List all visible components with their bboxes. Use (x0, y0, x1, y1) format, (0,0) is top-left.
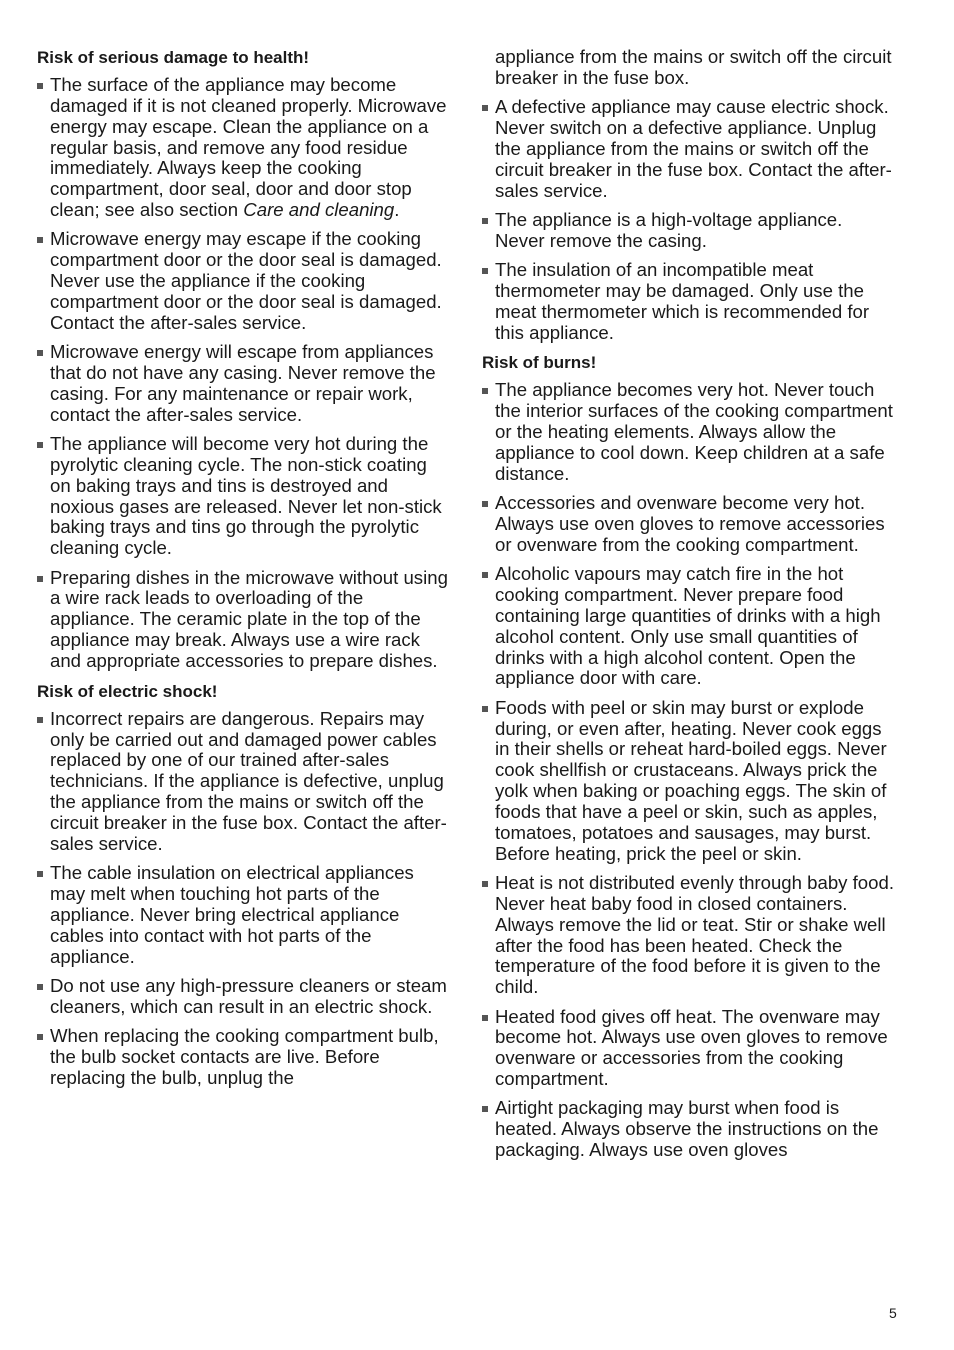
bullet-icon (37, 717, 43, 723)
list-item: Incorrect repairs are dangerous. Repairs may only be carried out and damaged power cables replaced by one of our trained after-sales technicians. If the appliance is defective, unplug the appliance from the mains or switch off the circuit breaker in the fuse box. Contact the after-sales service. (37, 709, 449, 855)
bullet-icon (37, 350, 43, 356)
list-item: Microwave energy will escape from appliances that do not have any casing. Never remove the casing. For any maintenance or repair work, contact the after-sales service. (37, 342, 449, 425)
bullet-icon (482, 388, 488, 394)
left-column (37, 47, 449, 1097)
list-item: The appliance is a high-voltage appliance. Never remove the casing. (482, 210, 895, 252)
list-item: Heat is not distributed evenly through baby food. Never heat baby food in closed containers. Always remove the lid or teat. Stir or shake well after the food has been heated. Check the temperature of the food before it is given to the child. (482, 873, 895, 998)
bullet-icon (482, 268, 488, 274)
list-item: The appliance will become very hot during the pyrolytic cleaning cycle. The non-stick coating on baking trays and tins is destroyed and noxious gases are released. Never let non-stick baking trays and tins go through the pyrolytic cleaning cycle. (37, 434, 449, 559)
bullet-icon (482, 706, 488, 712)
bullet-icon (37, 237, 43, 243)
list-item: Foods with peel or skin may burst or explode during, or even after, heating. Never cook eggs in their shells or reheat hard-boiled eggs. Never cook shellfish or crustaceans. Always prick the yolk when baking or poaching eggs. The skin of foods that have a peel or skin, such as apples, tomatoes, potatoes and sausages, may burst. Before heating, prick the peel or skin. (482, 698, 895, 865)
list-item: The appliance becomes very hot. Never touch the interior surfaces of the cooking compartment or the heating elements. Always allow the appliance to cool down. Keep children at a safe distance. (482, 380, 895, 484)
section-heading-burns: Risk of burns! (482, 353, 597, 373)
list-item: The cable insulation on electrical appliances may melt when touching hot parts of the appliance. Never bring electrical appliance cables into contact with hot parts of the appliance. (37, 863, 449, 967)
bullet-icon (482, 218, 488, 224)
bullet-icon (37, 871, 43, 877)
bullet-icon (37, 1034, 43, 1040)
list-item: The insulation of an incompatible meat thermometer may be damaged. Only use the meat thermometer which is recommended for this appliance. (482, 260, 895, 343)
list-item: Do not use any high-pressure cleaners or steam cleaners, which can result in an electric shock. (37, 976, 449, 1018)
bullet-icon (482, 105, 488, 111)
bullet-icon (37, 576, 43, 582)
bullet-icon (482, 501, 488, 507)
list-item-continuation: appliance from the mains or switch off the circuit breaker in the fuse box. (495, 46, 892, 88)
section-heading-health: Risk of serious damage to health! (37, 48, 310, 67)
bullet-icon (37, 442, 43, 448)
bullet-icon (482, 1106, 488, 1112)
bullet-icon (482, 572, 488, 578)
bullet-icon (37, 984, 43, 990)
list-item: Heated food gives off heat. The ovenware may become hot. Always use oven gloves to remove ovenware or accessories from the cooking compartment. (482, 1007, 895, 1090)
page-number: 5 (889, 1305, 897, 1321)
list-item: Preparing dishes in the microwave without using a wire rack leads to overloading of the appliance. The ceramic plate in the top of the appliance may break. Always use a wire rack and appropriate accessories to prepare dishes. (37, 568, 449, 672)
right-column (482, 47, 895, 1170)
bullet-icon (482, 1015, 488, 1021)
bullet-icon (37, 83, 43, 89)
list-item: A defective appliance may cause electric shock. Never switch on a defective appliance. Unplug the appliance from the mains or switch off the circuit breaker in the fuse box. Contact the after-sales service. (482, 97, 895, 201)
list-item: Airtight packaging may burst when food is heated. Always observe the instructions on the packaging. Always use oven gloves (482, 1098, 895, 1161)
list-item: When replacing the cooking compartment bulb, the bulb socket contacts are live. Before replacing the bulb, unplug the (37, 1026, 449, 1089)
list-item: Accessories and ovenware become very hot. Always use oven gloves to remove accessories or ovenware from the cooking compartment. (482, 493, 895, 556)
bullet-icon (482, 881, 488, 887)
list-item: Alcoholic vapours may catch fire in the hot cooking compartment. Never prepare food containing large quantities of drinks with a high alcohol content. Only use small quantities of drinks with a high alcohol content. Open the appliance door with care. (482, 564, 895, 689)
list-item: Microwave energy may escape if the cooking compartment door or the door seal is damaged. Never use the appliance if the cooking compartment door or the door seal is damaged. Contact the after-sales service. (37, 229, 449, 333)
list-item: The surface of the appliance may become damaged if it is not cleaned properly. Microwave energy may escape. Clean the appliance on a regular basis, and remove any food residue immediately. Always keep the cooking compartment, door seal, door and door stop clean; see also section Care and cleaning. (37, 75, 449, 221)
section-heading-shock: Risk of electric shock! (37, 681, 218, 701)
